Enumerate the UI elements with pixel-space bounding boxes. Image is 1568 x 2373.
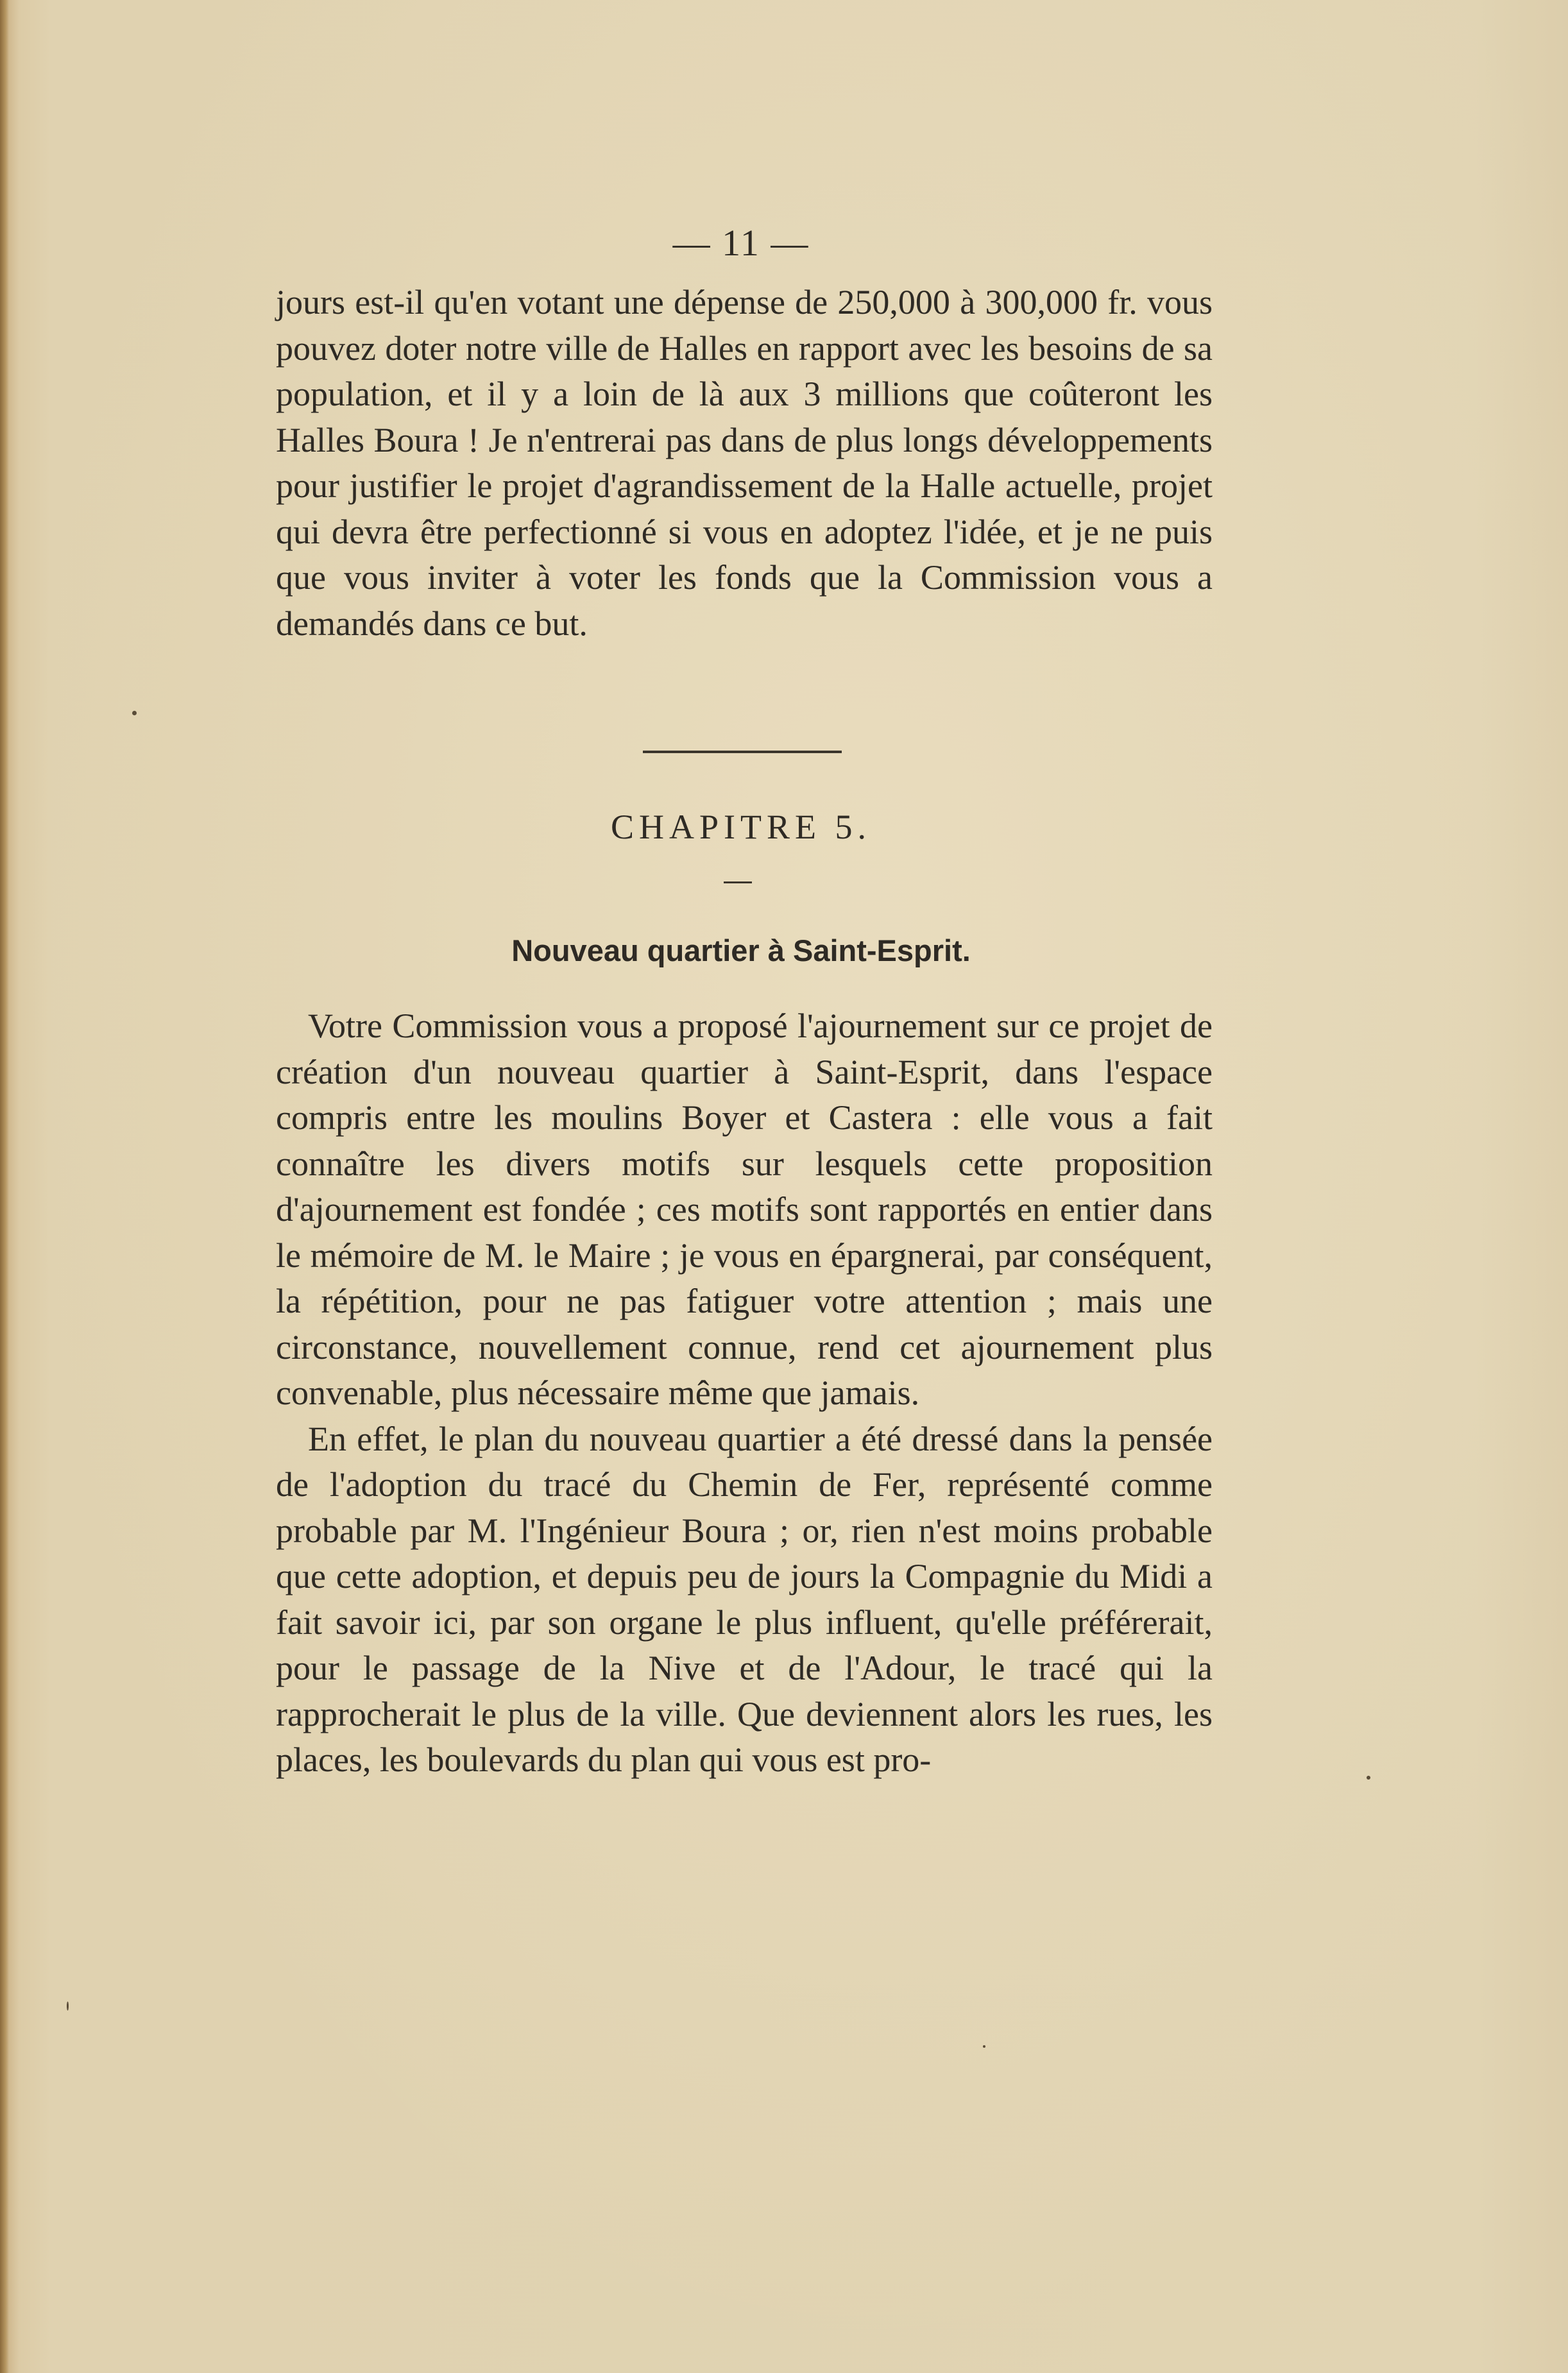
speck — [983, 2045, 985, 2048]
paragraph-en-effet: En effet, le plan du nouveau quartier a été dressé dans la pensée de l'adoption du tracé du Chemin de Fer, représenté comme probable par M. l'Ingénieur Boura ; or, rien n'est moins probable que cette adoption, et depuis peu de jours la Compagnie du Midi a fait savoir ici, par son organe le plus influent, qu'elle préférerait, pour le passage de la Nive et de l'Adour, le tracé qui la rapprocherait le plus de la ville. Que deviennent alors les rues, les places, les boulevards du plan qui vous est pro- — [276, 1419, 1213, 1779]
page-number: — 11 — — [672, 222, 810, 264]
speck — [132, 711, 137, 715]
intro-paragraph: jours est-il qu'en votant une dépense de 250,000 à 300,000 fr. vous pouvez doter notre ville de Halles en rapport avec les besoins de sa population, et il y a loin de là aux 3 millions que coûteront les Halles Boura ! Je n'entrerai pas dans de plus longs développements pour justifier le projet d'agrandissement de la Halle actuelle, projet qui devra être perfectionné si vous en adoptez l'idée, et je ne puis que vous inviter à voter les fonds que la Commission vous a demandés dans ce but. — [276, 283, 1213, 643]
speck — [1367, 1776, 1370, 1780]
section-divider-rule — [643, 751, 842, 753]
section-title: Nouveau quartier à Saint-Esprit. — [511, 933, 971, 967]
paragraph-commission: Votre Commission vous a proposé l'ajournement sur ce projet de création d'un nouveau quartier à Saint-Esprit, dans l'espace compris entre les moulins Boyer et Castera : elle vous a fait connaître les divers motifs sur lesquels cette proposition d'ajournement est fondée ; ces motifs sont rapportés en entier dans le mémoire de M. le Maire ; je vous en épargnerai, par conséquent, la répétition, pour ne pas fatiguer votre attention ; mais une circonstance, nouvellement connue, rend cet ajournement plus convenable, plus nécessaire même que jamais. — [276, 1007, 1213, 1412]
main-text-block — [276, 1003, 1213, 1783]
binding-edge-shadow — [0, 0, 9, 2373]
heading-dash — [724, 881, 752, 883]
speck — [67, 2002, 69, 2011]
intro-text-block — [276, 280, 1213, 647]
chapter-heading: CHAPITRE 5. — [610, 808, 871, 846]
